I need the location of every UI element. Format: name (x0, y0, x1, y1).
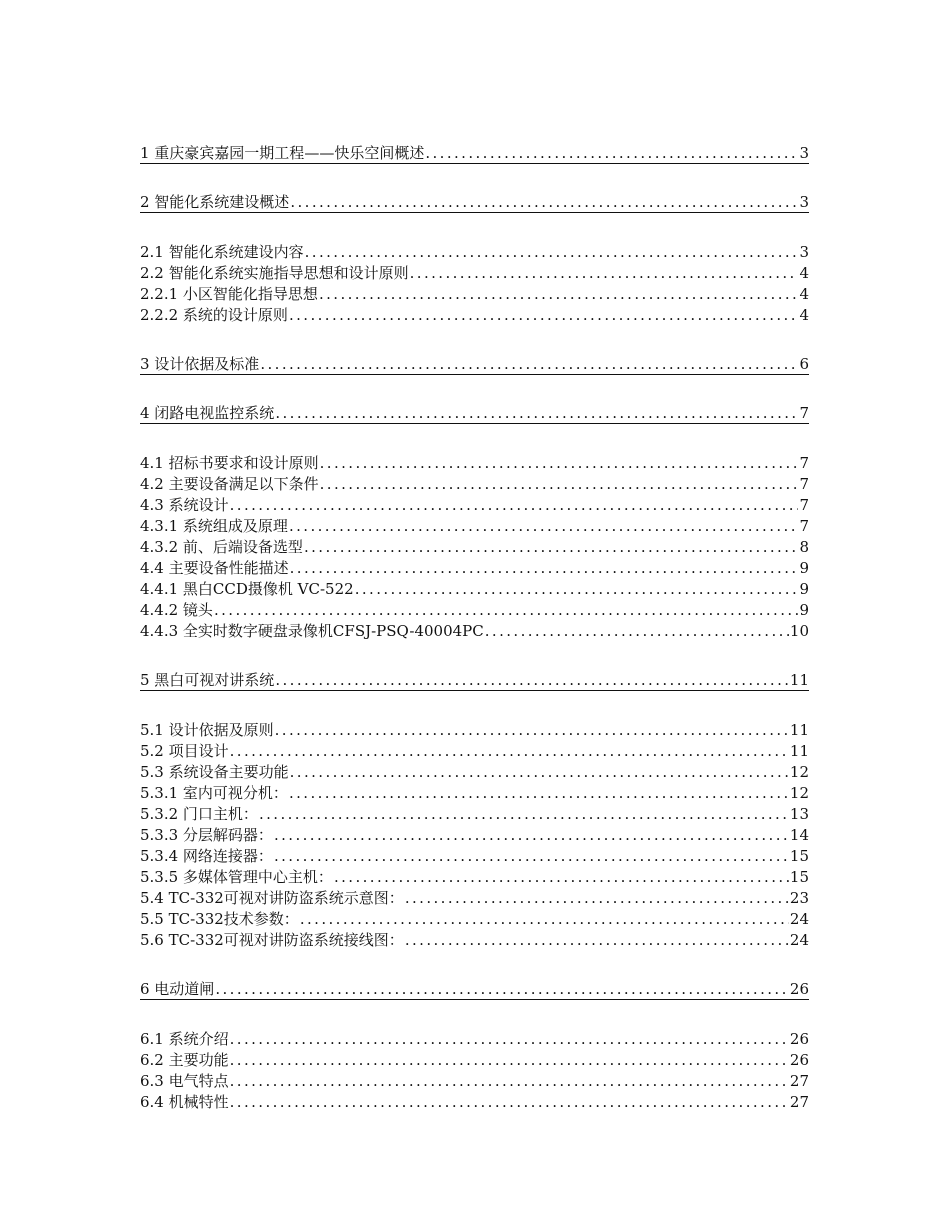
toc-entry[interactable] (140, 867, 809, 888)
toc-dot-leader (290, 762, 789, 783)
toc-dot-leader (214, 600, 799, 621)
toc-dot-leader (485, 621, 789, 642)
toc-entry-title: 5.4 TC-332可视对讲防盗系统示意图： (140, 889, 404, 907)
toc-entry-title: 2 智能化系统建设概述 (140, 193, 290, 211)
toc-entry-title: 2.2.1 小区智能化指导思想 (140, 285, 318, 303)
toc-page-number: 7 (799, 496, 809, 514)
toc-page-number: 7 (799, 475, 809, 493)
toc-entry[interactable] (140, 474, 809, 495)
toc-entry-title: 4.2 主要设备满足以下条件 (140, 475, 319, 493)
toc-page-number: 11 (789, 742, 809, 760)
toc-page-number: 13 (789, 805, 809, 823)
toc-dot-leader (300, 909, 789, 930)
toc-dot-leader (425, 143, 798, 164)
toc-page-number: 9 (799, 580, 809, 598)
toc-dot-leader (405, 888, 789, 909)
toc-entry[interactable] (140, 762, 809, 783)
toc-page-number: 7 (799, 454, 809, 472)
toc-entry-title: 1 重庆豪宾嘉园一期工程——快乐空间概述 (140, 144, 425, 162)
toc-entry-title: 4.1 招标书要求和设计原则 (140, 454, 319, 472)
toc-dot-leader (230, 741, 789, 762)
toc-entry-title: 5.3.2 门口主机： (140, 805, 258, 823)
toc-entry[interactable] (140, 354, 809, 375)
toc-page-number: 3 (799, 144, 809, 162)
toc-entry-title: 5.6 TC-332可视对讲防盗系统接线图： (140, 931, 404, 949)
toc-page-number: 8 (799, 538, 809, 556)
toc-entry-title: 5.5 TC-332技术参数： (140, 910, 299, 928)
toc-entry[interactable] (140, 670, 809, 691)
toc-page-number: 11 (789, 721, 809, 739)
toc-dot-leader (410, 263, 799, 284)
toc-page-number: 14 (789, 826, 809, 844)
toc-entry-title: 2.2 智能化系统实施指导思想和设计原则 (140, 264, 409, 282)
toc-entry-title: 3 设计依据及标准 (140, 355, 260, 373)
toc-entry-title: 2.2.2 系统的设计原则 (140, 306, 288, 324)
toc-entry-title: 4.4.3 全实时数字硬盘录像机CFSJ-PSQ-40004PC (140, 622, 484, 640)
toc-dot-leader (305, 242, 799, 263)
toc-page-number: 12 (789, 784, 809, 802)
toc-entry[interactable] (140, 909, 809, 930)
toc-entry[interactable] (140, 284, 809, 305)
toc-entry[interactable] (140, 242, 809, 263)
toc-page-number: 11 (789, 671, 809, 689)
toc-entry[interactable] (140, 888, 809, 909)
toc-dot-leader (290, 192, 798, 213)
toc-entry[interactable] (140, 930, 809, 951)
toc-page-number: 4 (799, 285, 809, 303)
toc-entry[interactable] (140, 720, 809, 741)
toc-dot-leader (289, 305, 799, 326)
toc-entry-title: 4.3.1 系统组成及原理 (140, 517, 288, 535)
toc-page-number: 6 (799, 355, 809, 373)
toc-dot-leader (230, 1071, 789, 1092)
toc-page-number: 15 (789, 847, 809, 865)
toc-entry[interactable] (140, 192, 809, 213)
toc-entry-title: 5 黑白可视对讲系统 (140, 671, 275, 689)
toc-page-number: 4 (799, 306, 809, 324)
toc-dot-leader (230, 1050, 789, 1071)
toc-dot-leader (320, 453, 799, 474)
toc-dot-leader (275, 720, 789, 741)
toc-entry[interactable] (140, 621, 809, 642)
toc-entry-title: 5.3 系统设备主要功能 (140, 763, 289, 781)
toc-page-number: 23 (789, 889, 809, 907)
toc-entry[interactable] (140, 825, 809, 846)
toc-page-number: 9 (799, 601, 809, 619)
toc-entry[interactable] (140, 537, 809, 558)
toc-entry-title: 5.2 项目设计 (140, 742, 229, 760)
toc-entry[interactable] (140, 403, 809, 424)
toc-entry[interactable] (140, 453, 809, 474)
toc-entry-title: 4.4.1 黑白CCD摄像机 VC-522 (140, 580, 354, 598)
toc-entry-title: 2.1 智能化系统建设内容 (140, 243, 304, 261)
toc-page-number: 26 (789, 980, 809, 998)
toc-page-number: 7 (799, 517, 809, 535)
toc-entry[interactable] (140, 516, 809, 537)
toc-entry-title: 5.3.1 室内可视分机： (140, 784, 288, 802)
toc-entry-title: 6.4 机械特性 (140, 1093, 229, 1111)
toc-page-number: 26 (789, 1051, 809, 1069)
toc-entry[interactable] (140, 804, 809, 825)
toc-dot-leader (230, 1092, 789, 1113)
toc-entry[interactable] (140, 846, 809, 867)
toc-entry[interactable] (140, 558, 809, 579)
toc-entry[interactable] (140, 263, 809, 284)
toc-dot-leader (274, 825, 789, 846)
toc-dot-leader (259, 804, 789, 825)
toc-dot-leader (215, 979, 789, 1000)
toc-page-number: 24 (789, 910, 809, 928)
toc-page-number: 7 (799, 404, 809, 422)
toc-dot-leader (355, 579, 799, 600)
toc-entry[interactable] (140, 1050, 809, 1071)
toc-page-number: 10 (789, 622, 809, 640)
toc-entry-title: 4.3.2 前、后端设备选型 (140, 538, 303, 556)
table-of-contents (140, 143, 809, 1113)
toc-entry[interactable] (140, 305, 809, 326)
toc-dot-leader (275, 670, 789, 691)
toc-page-number: 15 (789, 868, 809, 886)
toc-page-number: 3 (799, 243, 809, 261)
toc-dot-leader (230, 495, 799, 516)
toc-entry-title: 4.4 主要设备性能描述 (140, 559, 289, 577)
toc-entry[interactable] (140, 1071, 809, 1092)
toc-entry[interactable] (140, 495, 809, 516)
toc-dot-leader (289, 783, 789, 804)
toc-entry-title: 5.3.5 多媒体管理中心主机： (140, 868, 333, 886)
toc-entry-title: 4.4.2 镜头 (140, 601, 213, 619)
toc-entry-title: 6.3 电气特点 (140, 1072, 229, 1090)
toc-page-number: 9 (799, 559, 809, 577)
toc-page-number: 12 (789, 763, 809, 781)
toc-page-number: 27 (789, 1093, 809, 1111)
toc-page-number: 27 (789, 1072, 809, 1090)
toc-dot-leader (334, 867, 789, 888)
toc-entry[interactable] (140, 979, 809, 1000)
toc-entry[interactable] (140, 600, 809, 621)
toc-entry[interactable] (140, 1092, 809, 1113)
toc-entry-title: 5.3.4 网络连接器： (140, 847, 273, 865)
toc-page-number: 3 (799, 193, 809, 211)
toc-dot-leader (290, 558, 799, 579)
toc-entry-title: 6 电动道闸 (140, 980, 215, 998)
toc-entry[interactable] (140, 579, 809, 600)
toc-entry[interactable] (140, 783, 809, 804)
toc-page-number: 4 (799, 264, 809, 282)
toc-entry-title: 4 闭路电视监控系统 (140, 404, 275, 422)
toc-page-number: 24 (789, 931, 809, 949)
toc-entry-title: 5.1 设计依据及原则 (140, 721, 274, 739)
toc-dot-leader (320, 474, 799, 495)
toc-dot-leader (304, 537, 799, 558)
toc-dot-leader (274, 846, 789, 867)
toc-entry[interactable] (140, 1029, 809, 1050)
toc-entry-title: 6.1 系统介绍 (140, 1030, 229, 1048)
toc-entry[interactable] (140, 143, 809, 164)
toc-dot-leader (405, 930, 789, 951)
toc-dot-leader (230, 1029, 789, 1050)
toc-entry-title: 4.3 系统设计 (140, 496, 229, 514)
toc-entry-title: 6.2 主要功能 (140, 1051, 229, 1069)
toc-page-number: 26 (789, 1030, 809, 1048)
toc-dot-leader (319, 284, 799, 305)
toc-dot-leader (260, 354, 798, 375)
toc-entry-title: 5.3.3 分层解码器： (140, 826, 273, 844)
toc-dot-leader (289, 516, 799, 537)
toc-entry[interactable] (140, 741, 809, 762)
toc-dot-leader (275, 403, 798, 424)
